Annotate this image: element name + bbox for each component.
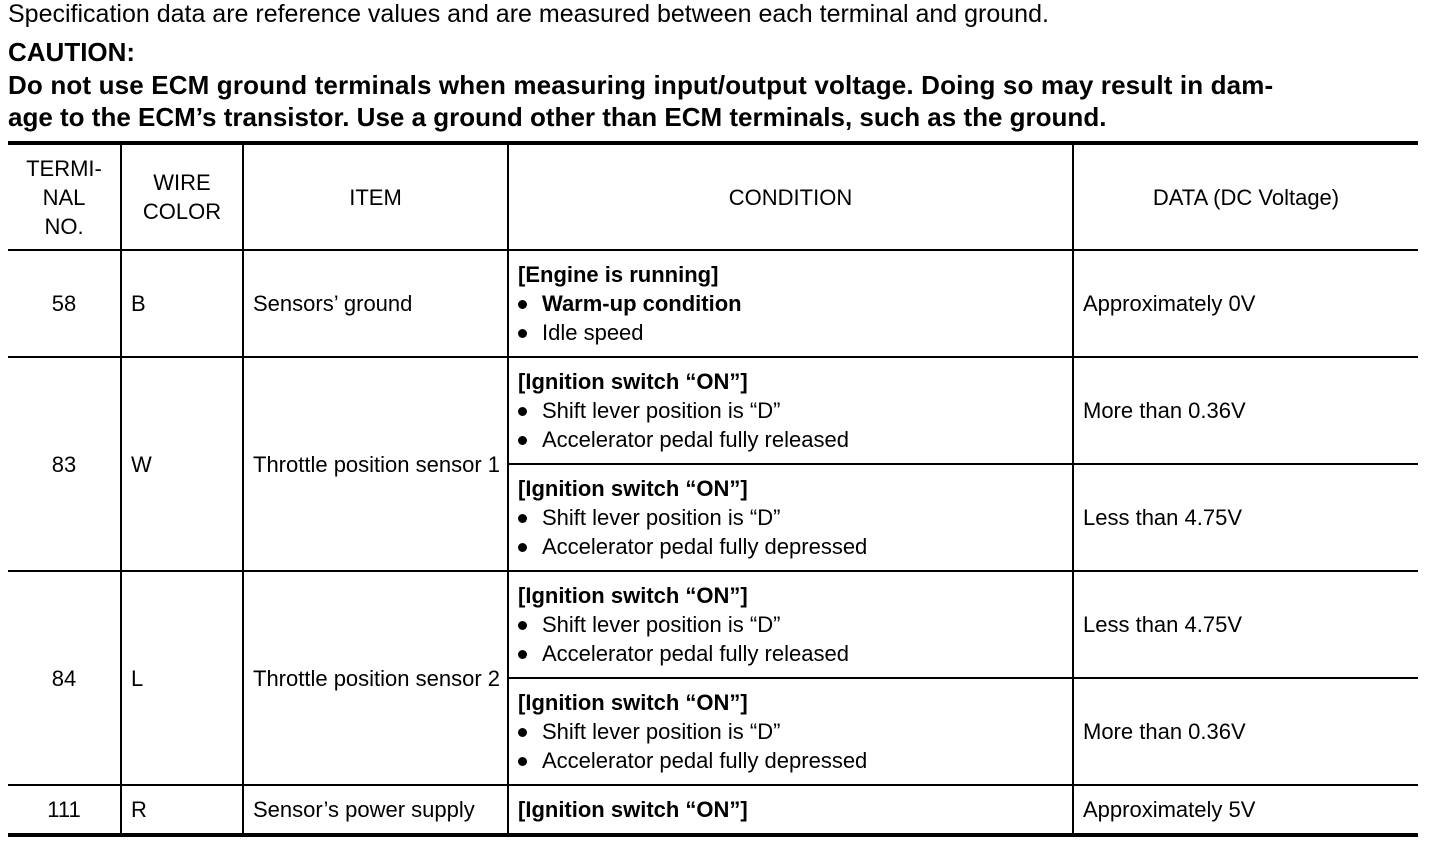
bullet-text: Accelerator pedal fully released bbox=[542, 427, 849, 452]
condition-heading: [Ignition switch “ON”] bbox=[518, 797, 748, 822]
table-row bbox=[8, 571, 1418, 678]
item-cell: Throttle position sensor 1 bbox=[243, 357, 508, 571]
caution-line-2: age to the ECM’s transistor. Use a ground other than ECM terminals, such as the ground. bbox=[8, 102, 1107, 132]
data-voltage-cell: Approximately 0V bbox=[1073, 250, 1418, 357]
header-wire-color: WIRE COLOR bbox=[121, 143, 243, 250]
caution-line-1: Do not use ECM ground terminals when measuring input/output voltage. Doing so may result in dam- bbox=[8, 70, 1274, 100]
bullet-dot-icon bbox=[518, 436, 527, 445]
header-terminal-no: TERMI- NAL NO. bbox=[8, 143, 121, 250]
terminal-no-cell: 111 bbox=[8, 785, 121, 835]
condition-bullet bbox=[518, 746, 1072, 775]
item-cell: Sensors’ ground bbox=[243, 250, 508, 357]
bullet-dot-icon bbox=[518, 543, 527, 552]
caution-label: CAUTION: bbox=[8, 37, 136, 67]
bullet-text: Warm-up condition bbox=[542, 291, 742, 316]
bullet-text: Shift lever position is “D” bbox=[542, 505, 781, 530]
bullet-dot-icon bbox=[518, 329, 527, 338]
condition-bullet bbox=[518, 532, 1072, 561]
condition-heading: [Ignition switch “ON”] bbox=[518, 369, 748, 394]
data-voltage-cell: More than 0.36V bbox=[1073, 678, 1418, 785]
table-header-row bbox=[8, 143, 1418, 250]
item-cell: Throttle position sensor 2 bbox=[243, 571, 508, 785]
table-row bbox=[8, 357, 1418, 464]
wire-color-cell: W bbox=[121, 357, 243, 571]
bullet-dot-icon bbox=[518, 514, 527, 523]
bullet-text: Shift lever position is “D” bbox=[542, 398, 781, 423]
data-voltage-cell: More than 0.36V bbox=[1073, 357, 1418, 464]
condition-cell bbox=[508, 678, 1073, 785]
bullet-dot-icon bbox=[518, 757, 527, 766]
condition-bullet bbox=[518, 610, 1072, 639]
bullet-dot-icon bbox=[518, 621, 527, 630]
terminal-no-cell: 83 bbox=[8, 357, 121, 571]
table-row bbox=[8, 785, 1418, 835]
intro-text: Specification data are reference values and are measured between each terminal and ground. bbox=[8, 0, 1049, 28]
terminal-no-cell: 84 bbox=[8, 571, 121, 785]
bullet-text: Idle speed bbox=[542, 320, 644, 345]
table-row bbox=[8, 250, 1418, 357]
data-voltage-cell: Approximately 5V bbox=[1073, 785, 1418, 835]
caution-text bbox=[8, 69, 1420, 133]
condition-bullet bbox=[518, 639, 1072, 668]
item-cell: Sensor’s power supply bbox=[243, 785, 508, 835]
bullet-dot-icon bbox=[518, 650, 527, 659]
bullet-text: Accelerator pedal fully released bbox=[542, 641, 849, 666]
bullet-text: Accelerator pedal fully depressed bbox=[542, 534, 868, 559]
header-data: DATA (DC Voltage) bbox=[1073, 143, 1418, 250]
condition-bullet bbox=[518, 318, 1072, 347]
condition-bullet bbox=[518, 425, 1072, 454]
wire-color-cell: B bbox=[121, 250, 243, 357]
condition-cell bbox=[508, 250, 1073, 357]
data-voltage-cell: Less than 4.75V bbox=[1073, 464, 1418, 571]
condition-bullet bbox=[518, 289, 1072, 318]
header-condition: CONDITION bbox=[508, 143, 1073, 250]
wire-color-cell: L bbox=[121, 571, 243, 785]
bullet-text: Shift lever position is “D” bbox=[542, 612, 781, 637]
condition-bullet bbox=[518, 396, 1072, 425]
condition-heading: [Ignition switch “ON”] bbox=[518, 476, 748, 501]
condition-cell bbox=[508, 357, 1073, 464]
bullet-text: Shift lever position is “D” bbox=[542, 719, 781, 744]
terminal-data-table bbox=[8, 141, 1418, 837]
condition-cell bbox=[508, 785, 1073, 835]
condition-cell bbox=[508, 464, 1073, 571]
condition-bullet bbox=[518, 717, 1072, 746]
wire-color-cell: R bbox=[121, 785, 243, 835]
bullet-dot-icon bbox=[518, 407, 527, 416]
bullet-text: Accelerator pedal fully depressed bbox=[542, 748, 868, 773]
condition-heading: [Ignition switch “ON”] bbox=[518, 690, 748, 715]
header-item: ITEM bbox=[243, 143, 508, 250]
condition-bullet bbox=[518, 503, 1072, 532]
bullet-dot-icon bbox=[518, 300, 527, 309]
condition-heading: [Ignition switch “ON”] bbox=[518, 583, 748, 608]
data-voltage-cell: Less than 4.75V bbox=[1073, 571, 1418, 678]
condition-cell bbox=[508, 571, 1073, 678]
terminal-no-cell: 58 bbox=[8, 250, 121, 357]
bullet-dot-icon bbox=[518, 728, 527, 737]
condition-heading: [Engine is running] bbox=[518, 262, 719, 287]
